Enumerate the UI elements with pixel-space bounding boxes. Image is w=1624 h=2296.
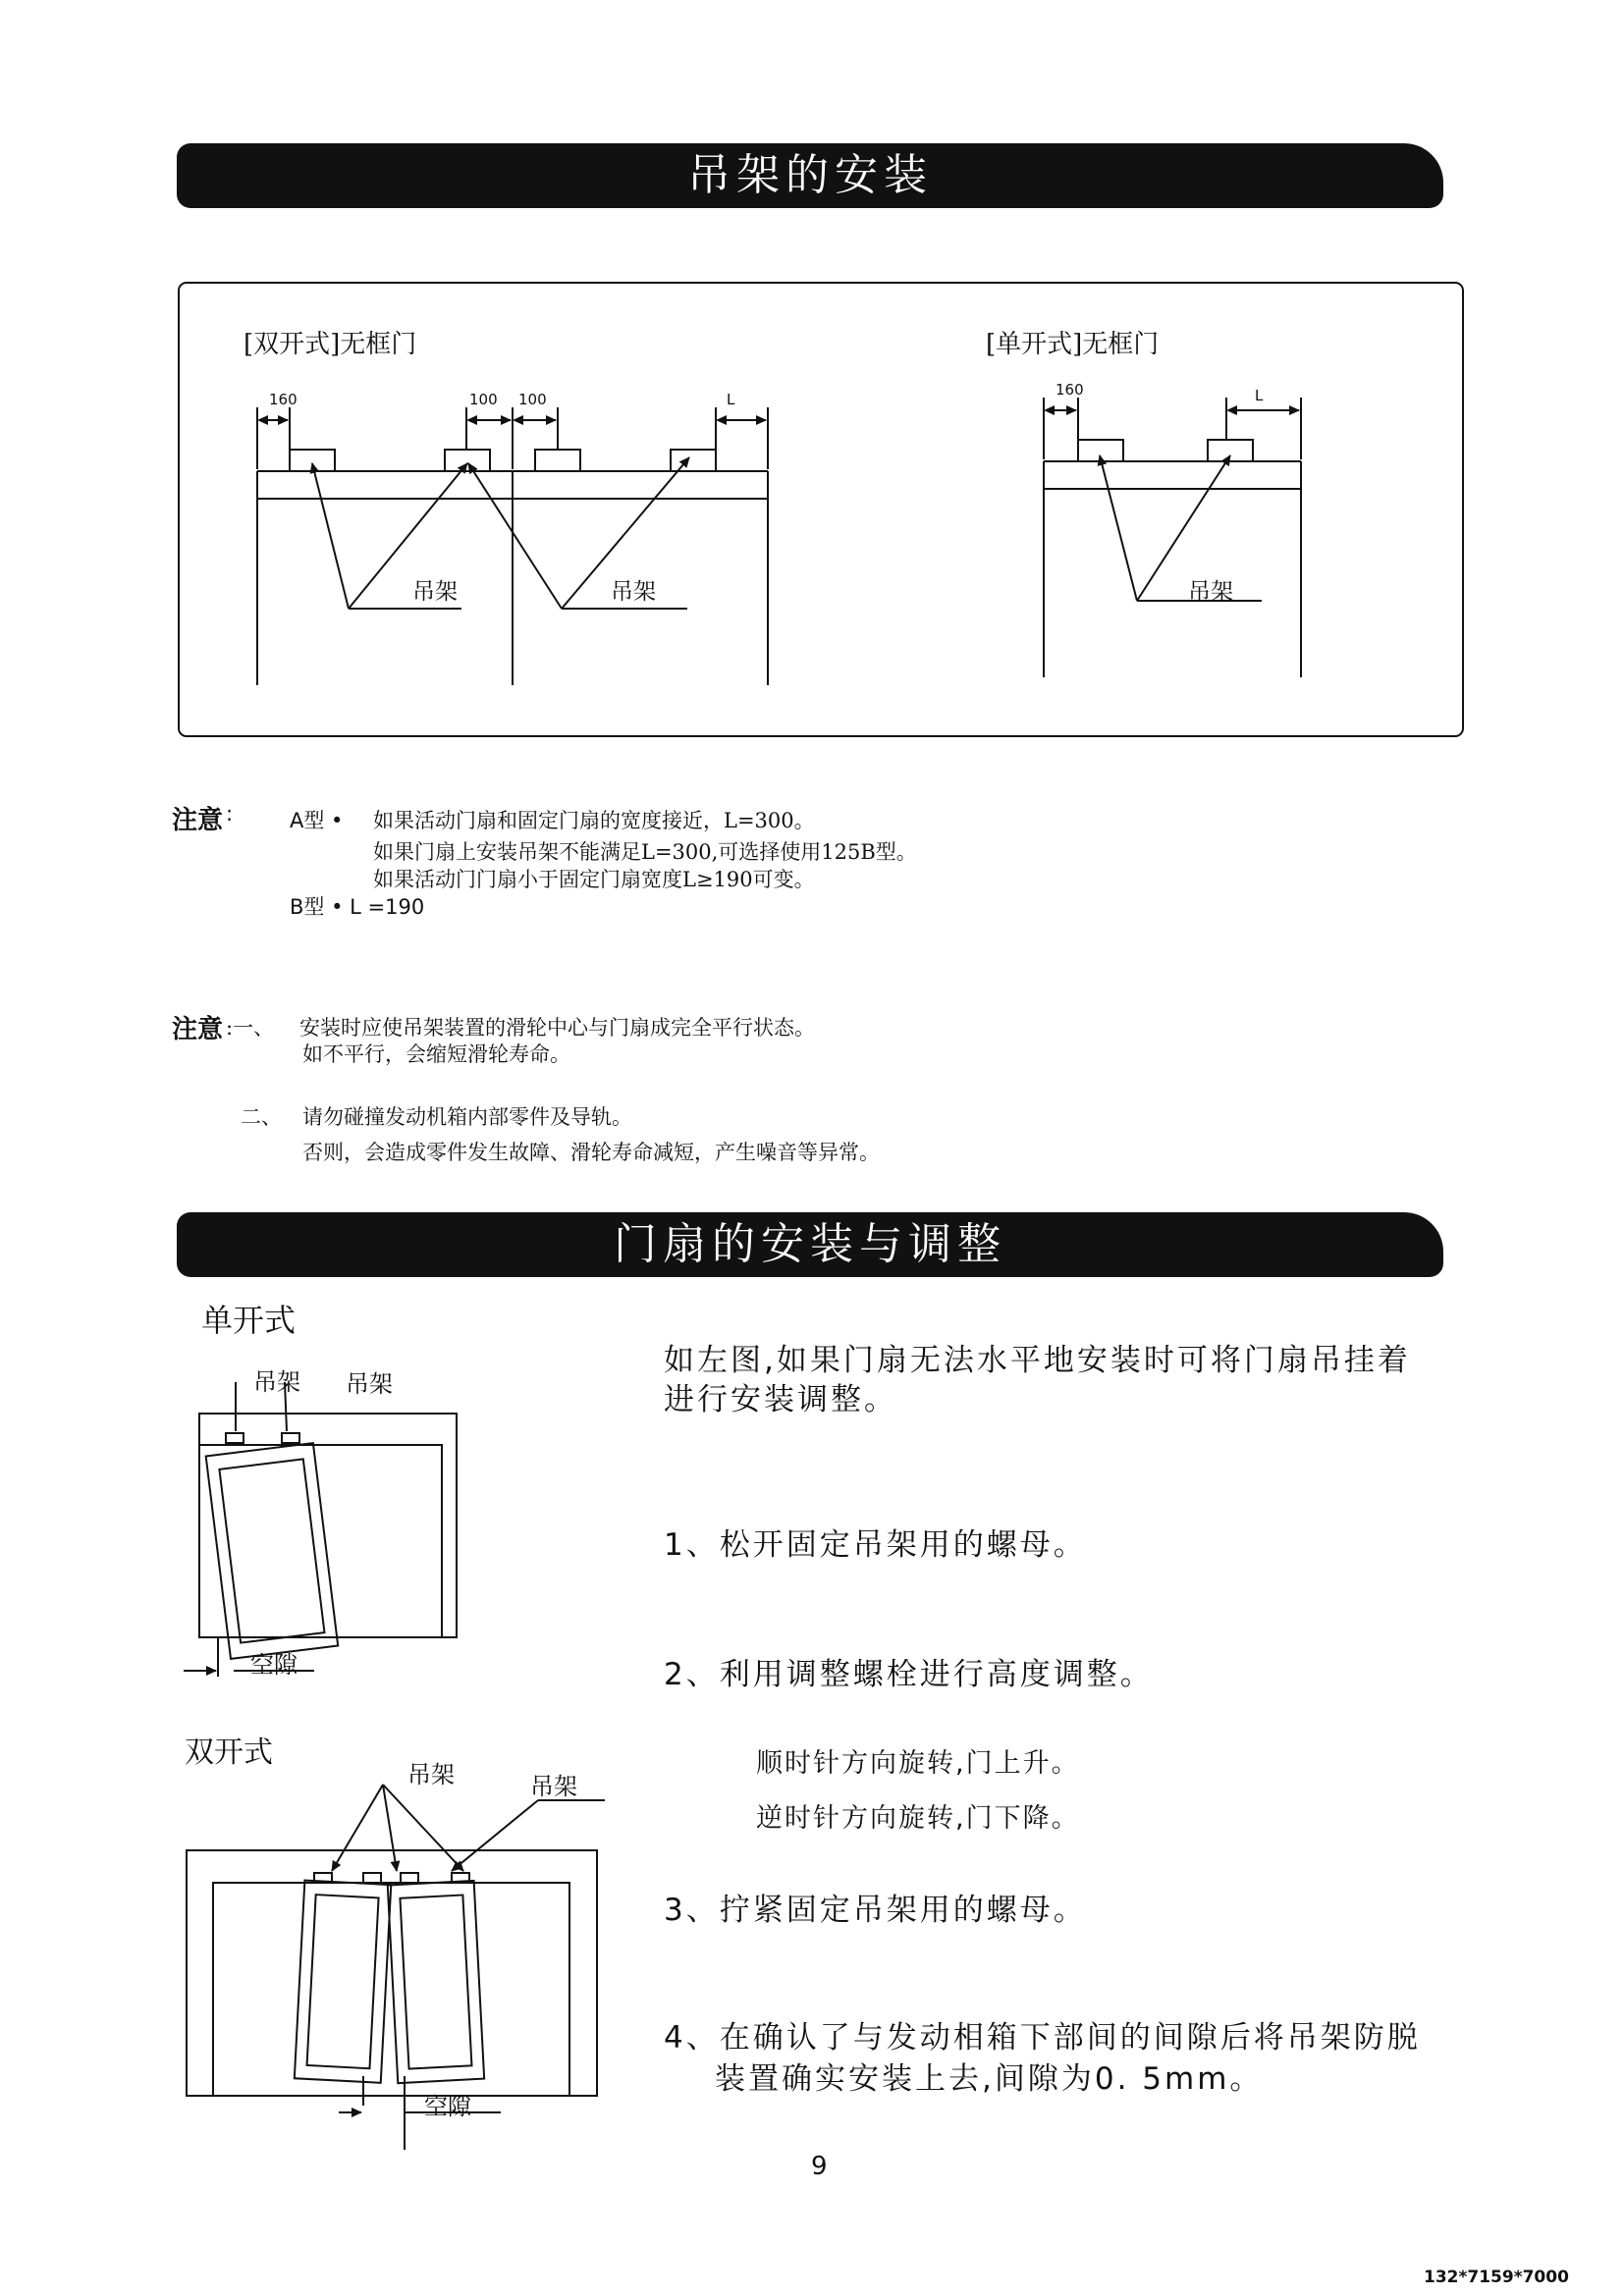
step-2: 2、利用调整螺栓进行高度调整。	[664, 1657, 1154, 1692]
document-code: 132*7159*7000	[1424, 2268, 1569, 2287]
note2-item2-line1: 请勿碰撞发动机箱内部零件及导轨。	[302, 1105, 632, 1129]
single-gap-label: 空隙	[250, 1651, 298, 1679]
step-2-counterclockwise: 逆时针方向旋转,门下降。	[756, 1803, 1080, 1834]
intro-line2: 进行安装调整。	[664, 1382, 897, 1417]
single-opening-label: 单开式	[201, 1302, 297, 1339]
dim-160-double: 160	[269, 391, 298, 408]
dim-100-left: 100	[469, 391, 498, 408]
note1-a-type: A型 •	[290, 809, 344, 832]
step-4-line1: 4、在确认了与发动相箱下部间的间隙后将吊架防脱	[664, 2020, 1421, 2056]
note1-line1: 如果活动门扇和固定门扇的宽度接近，L=300。	[373, 809, 815, 832]
note1-b-type: B型 • L =190	[290, 895, 425, 919]
step-4-line2: 装置确实安装上去,间隙为0. 5mm。	[715, 2061, 1264, 2097]
single-hanger-label-b: 吊架	[346, 1370, 393, 1398]
note2-item1-line1: 安装时应使吊架装置的滑轮中心与门扇成完全平行状态。	[299, 1016, 815, 1040]
note2-item2-prefix: 二、	[241, 1105, 282, 1129]
step-3: 3、拧紧固定吊架用的螺母。	[664, 1893, 1087, 1928]
note1-colon: :	[226, 802, 234, 826]
double-gap-label: 空隙	[424, 2093, 471, 2120]
note1-line2: 如果门扇上安装吊架不能满足L=300,可选择使用125B型。	[373, 840, 917, 864]
dim-L-single: L	[1255, 387, 1264, 404]
note2-item1-line2: 如不平行，会缩短滑轮寿命。	[302, 1042, 570, 1066]
single-opening-adjust-drawing	[184, 1382, 457, 1677]
dim-160-single: 160	[1056, 381, 1084, 399]
single-door-title: [单开式]无框门	[986, 330, 1160, 359]
hanger-label-2: 吊架	[611, 579, 656, 605]
double-opening-adjust-drawing	[187, 1785, 605, 2150]
section-title-hanger-install: 吊架的安装	[177, 143, 1443, 208]
dim-100-right: 100	[518, 391, 547, 408]
intro-line1: 如左图,如果门扇无法水平地安装时可将门扇吊挂着	[664, 1343, 1411, 1378]
section-title-door-adjust: 门扇的安装与调整	[177, 1212, 1443, 1277]
single-door-drawing	[1044, 398, 1301, 677]
double-door-drawing	[257, 407, 768, 685]
dim-L-double: L	[727, 391, 735, 408]
hanger-label-1: 吊架	[412, 579, 458, 605]
note2-label: 注意	[172, 1015, 224, 1044]
double-hanger-label-d: 吊架	[530, 1773, 577, 1800]
note2-item1-prefix: :一、	[226, 1016, 275, 1040]
single-hanger-label-a: 吊架	[253, 1368, 300, 1396]
page-number: 9	[811, 2152, 828, 2181]
note1-line3: 如果活动门门扇小于固定门扇宽度L≥190可变。	[373, 868, 815, 891]
step-1: 1、松开固定吊架用的螺母。	[664, 1527, 1087, 1563]
double-opening-label: 双开式	[185, 1735, 273, 1770]
double-door-title: [双开式]无框门	[244, 330, 417, 359]
double-hanger-label-c: 吊架	[407, 1761, 455, 1789]
note2-item2-line2: 否则，会造成零件发生故障、滑轮寿命减短，产生噪音等异常。	[302, 1141, 880, 1164]
step-2-clockwise: 顺时针方向旋转,门上升。	[756, 1748, 1080, 1779]
hanger-label-3: 吊架	[1188, 579, 1233, 605]
note1-label: 注意	[172, 806, 224, 835]
